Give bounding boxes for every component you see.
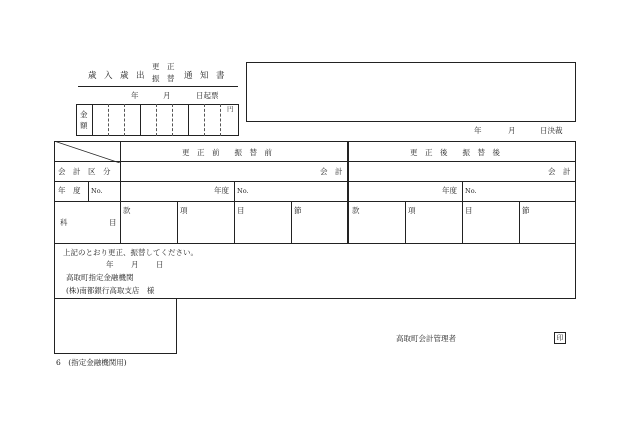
- no-before: No.: [237, 187, 249, 195]
- before-after-divider: [347, 141, 349, 243]
- kan-before: 款: [123, 206, 131, 215]
- amount-box: [76, 104, 239, 136]
- footer-note: 6 (指定金融機関用): [56, 358, 127, 367]
- message-bank: 高取町指定金融機関: [66, 273, 134, 282]
- nendo-before: 年度: [214, 186, 229, 195]
- issue-day: 日起票: [196, 91, 219, 100]
- setsu-before: 節: [294, 206, 302, 215]
- message-month: 月: [131, 260, 139, 269]
- approval-box: [246, 62, 576, 122]
- issue-year: 年: [131, 91, 139, 100]
- nendo-label: 年 度: [58, 186, 81, 195]
- amount-label-1: 金: [80, 110, 88, 119]
- kaikei-kubun-label: 会 計 区 分: [58, 167, 111, 176]
- kaikei-after: 会 計: [548, 167, 571, 176]
- message-branch: (株)南都銀行高取支店 様: [66, 286, 155, 295]
- amount-label-2: 額: [80, 121, 88, 130]
- decision-day: 日決裁: [540, 126, 563, 135]
- amount-label-divider: [92, 104, 93, 136]
- title-char-4: 出: [136, 71, 145, 81]
- issue-month: 月: [163, 91, 171, 100]
- title-lower: 振 替: [152, 74, 175, 83]
- message-line-1: 上記のとおり更正、振替してください。: [63, 248, 198, 257]
- title-char-5: 通: [184, 71, 193, 81]
- moku-before: 目: [237, 206, 245, 215]
- nendo-no-label: No.: [91, 187, 103, 195]
- title-char-1: 歳: [88, 71, 97, 81]
- seal-label: 印: [556, 334, 564, 342]
- title-char-3: 歳: [120, 71, 129, 81]
- manager-label: 高取町会計管理者: [396, 334, 456, 343]
- nendo-after: 年度: [442, 186, 457, 195]
- title-underline: [78, 86, 238, 87]
- setsu-after: 節: [522, 206, 530, 215]
- no-after: No.: [465, 187, 477, 195]
- title-char-2: 入: [104, 71, 113, 81]
- decision-month: 月: [508, 126, 516, 135]
- decision-year: 年: [474, 126, 482, 135]
- title-char-7: 書: [216, 71, 225, 81]
- message-year: 年: [106, 260, 114, 269]
- kou-after: 項: [408, 206, 416, 215]
- moku-after: 目: [465, 206, 473, 215]
- kou-before: 項: [180, 206, 188, 215]
- before-header: 更 正 前 振 替 前: [182, 148, 272, 157]
- after-header: 更 正 後 振 替 後: [410, 148, 500, 157]
- kamoku-label-1: 科: [60, 218, 68, 227]
- title-upper: 更 正: [152, 62, 175, 71]
- kamoku-label-2: 目: [109, 218, 117, 227]
- receipt-box: [54, 298, 177, 354]
- title-char-6: 知: [200, 71, 209, 81]
- kaikei-before: 会 計: [320, 167, 343, 176]
- seal-stamp: [554, 332, 566, 344]
- header-diagonal: [54, 141, 120, 163]
- yen-label: 円: [227, 105, 234, 113]
- kan-after: 款: [352, 206, 360, 215]
- message-day: 日: [156, 260, 164, 269]
